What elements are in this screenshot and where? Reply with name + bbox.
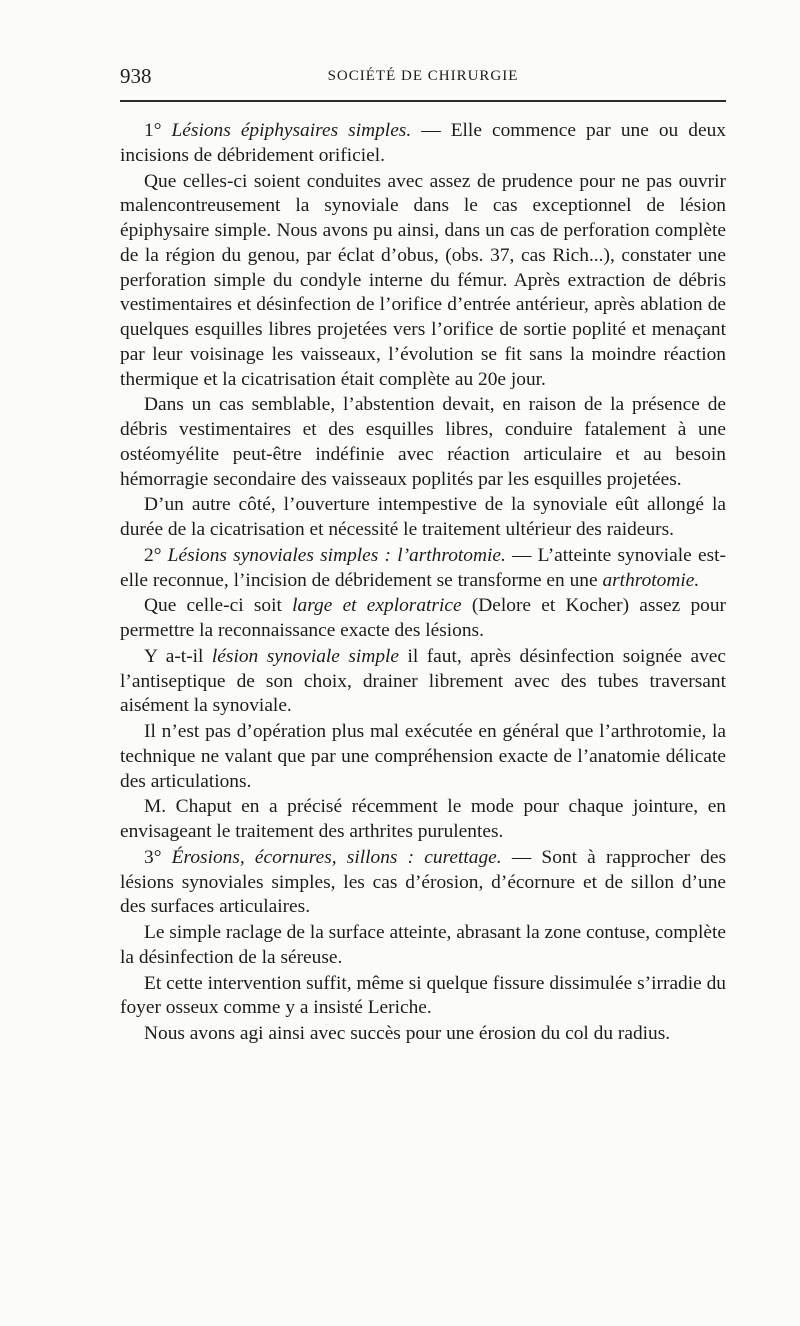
text-run: Que celle-ci soit (144, 595, 293, 617)
italic-text: lésion synoviale simple (211, 645, 400, 667)
paragraph (120, 393, 726, 492)
italic-text: arthrotomie. (602, 569, 700, 591)
text-run: Et cette intervention suffit, même si quelque fissure dissimulée s’irradie du foyer osseux comme y a insisté Leriche. (120, 972, 726, 1019)
text-run: 2° (144, 544, 168, 566)
italic-text: large et exploratrice (292, 595, 462, 617)
text-run: — Elle commence par une ou deux incisions de débridement orificiel. (120, 120, 726, 166)
page-number: 938 (120, 64, 152, 88)
paragraph (120, 921, 726, 971)
text-run: il faut, après désinfection soignée avec l’antiseptique de son choix, drainer librement avec des tubes traversant aisément la synoviale. (120, 645, 726, 717)
body-text (120, 119, 726, 1047)
text-run: M. Chaput en a précisé récemment le mode pour chaque jointure, en envisageant le traitement des arthrites purulentes. (120, 796, 726, 842)
text-run: 3° (144, 846, 172, 868)
paragraph (120, 645, 726, 719)
text-run: 1° (144, 120, 172, 141)
italic-text: Lésions épiphysaires simples. (171, 120, 412, 141)
text-run: Dans un cas semblable, l’abstention devait, en raison de la présence de débris vestimentaires et des esquilles libres, conduire fatalement à une ostéomyélite peut-être indéfinie avec réaction articulaire et au besoin hémorragie secondaire des vaisseaux poplités par les esquilles projetées. (120, 394, 726, 490)
text-run: — L’atteinte synoviale est-elle reconnue, l’incision de débridement se transforme en une (120, 544, 726, 591)
paragraph (120, 720, 726, 794)
paragraph (120, 493, 726, 543)
paragraph (120, 795, 726, 845)
text-run: Y a-t-il (144, 645, 212, 667)
text-run: Que celles-ci soient conduites avec assez de prudence pour ne pas ouvrir malencontreusement la synoviale dans le cas exceptionnel de lésion épiphysaire simple. Nous avons pu ainsi, dans un cas de perforation complète de la région du genou, par éclat d’obus, (obs. 37, cas Rich...), constater une perforation simple du condyle interne du fémur. Après extraction de débris vestimentaires et désinfection de l’orifice d’entrée antérieur, après ablation de quelques esquilles libres projetées vers l’orifice de sortie poplité et menaçant par leur voisinage les vaisseaux, l’évolution se fit sans la moindre réaction thermique et la cicatrisation était complète au 20e jour. (120, 170, 726, 390)
italic-text: Lésions synoviales simples : l’arthrotomie. (167, 544, 506, 566)
text-run: — Sont à rapprocher des lésions synoviales simples, les cas d’érosion, d’écornure et de sillon d’une des surfaces articulaires. (120, 846, 726, 918)
text-run: Nous avons agi ainsi avec succès pour une érosion du col du radius. (144, 1023, 671, 1044)
text-run: Il n’est pas d’opération plus mal exécutée en général que l’arthrotomie, la technique ne valant que par une compréhension exacte de l’anatomie délicate des articulations. (120, 721, 726, 792)
italic-text: Érosions, écornures, sillons : curettage. (171, 846, 502, 868)
paragraph (120, 594, 726, 644)
paragraph (120, 846, 726, 920)
paragraph (120, 170, 726, 393)
paragraph (120, 544, 726, 594)
header-rule (120, 100, 726, 102)
running-title: SOCIÉTÉ DE CHIRURGIE (327, 68, 519, 84)
page-header (120, 64, 726, 94)
paragraph (120, 1022, 726, 1047)
text-run: D’un autre côté, l’ouverture intempestive de la synoviale eût allongé la durée de la cicatrisation et nécessité le traitement ultérieur des raideurs. (120, 494, 726, 540)
paragraph (120, 119, 726, 169)
paragraph (120, 972, 726, 1022)
text-run: (Delore et Kocher) assez pour permettre la reconnaissance exacte des lésions. (120, 595, 726, 641)
text-run: Le simple raclage de la surface atteinte, abrasant la zone contuse, complète la désinfection de la séreuse. (120, 922, 726, 968)
